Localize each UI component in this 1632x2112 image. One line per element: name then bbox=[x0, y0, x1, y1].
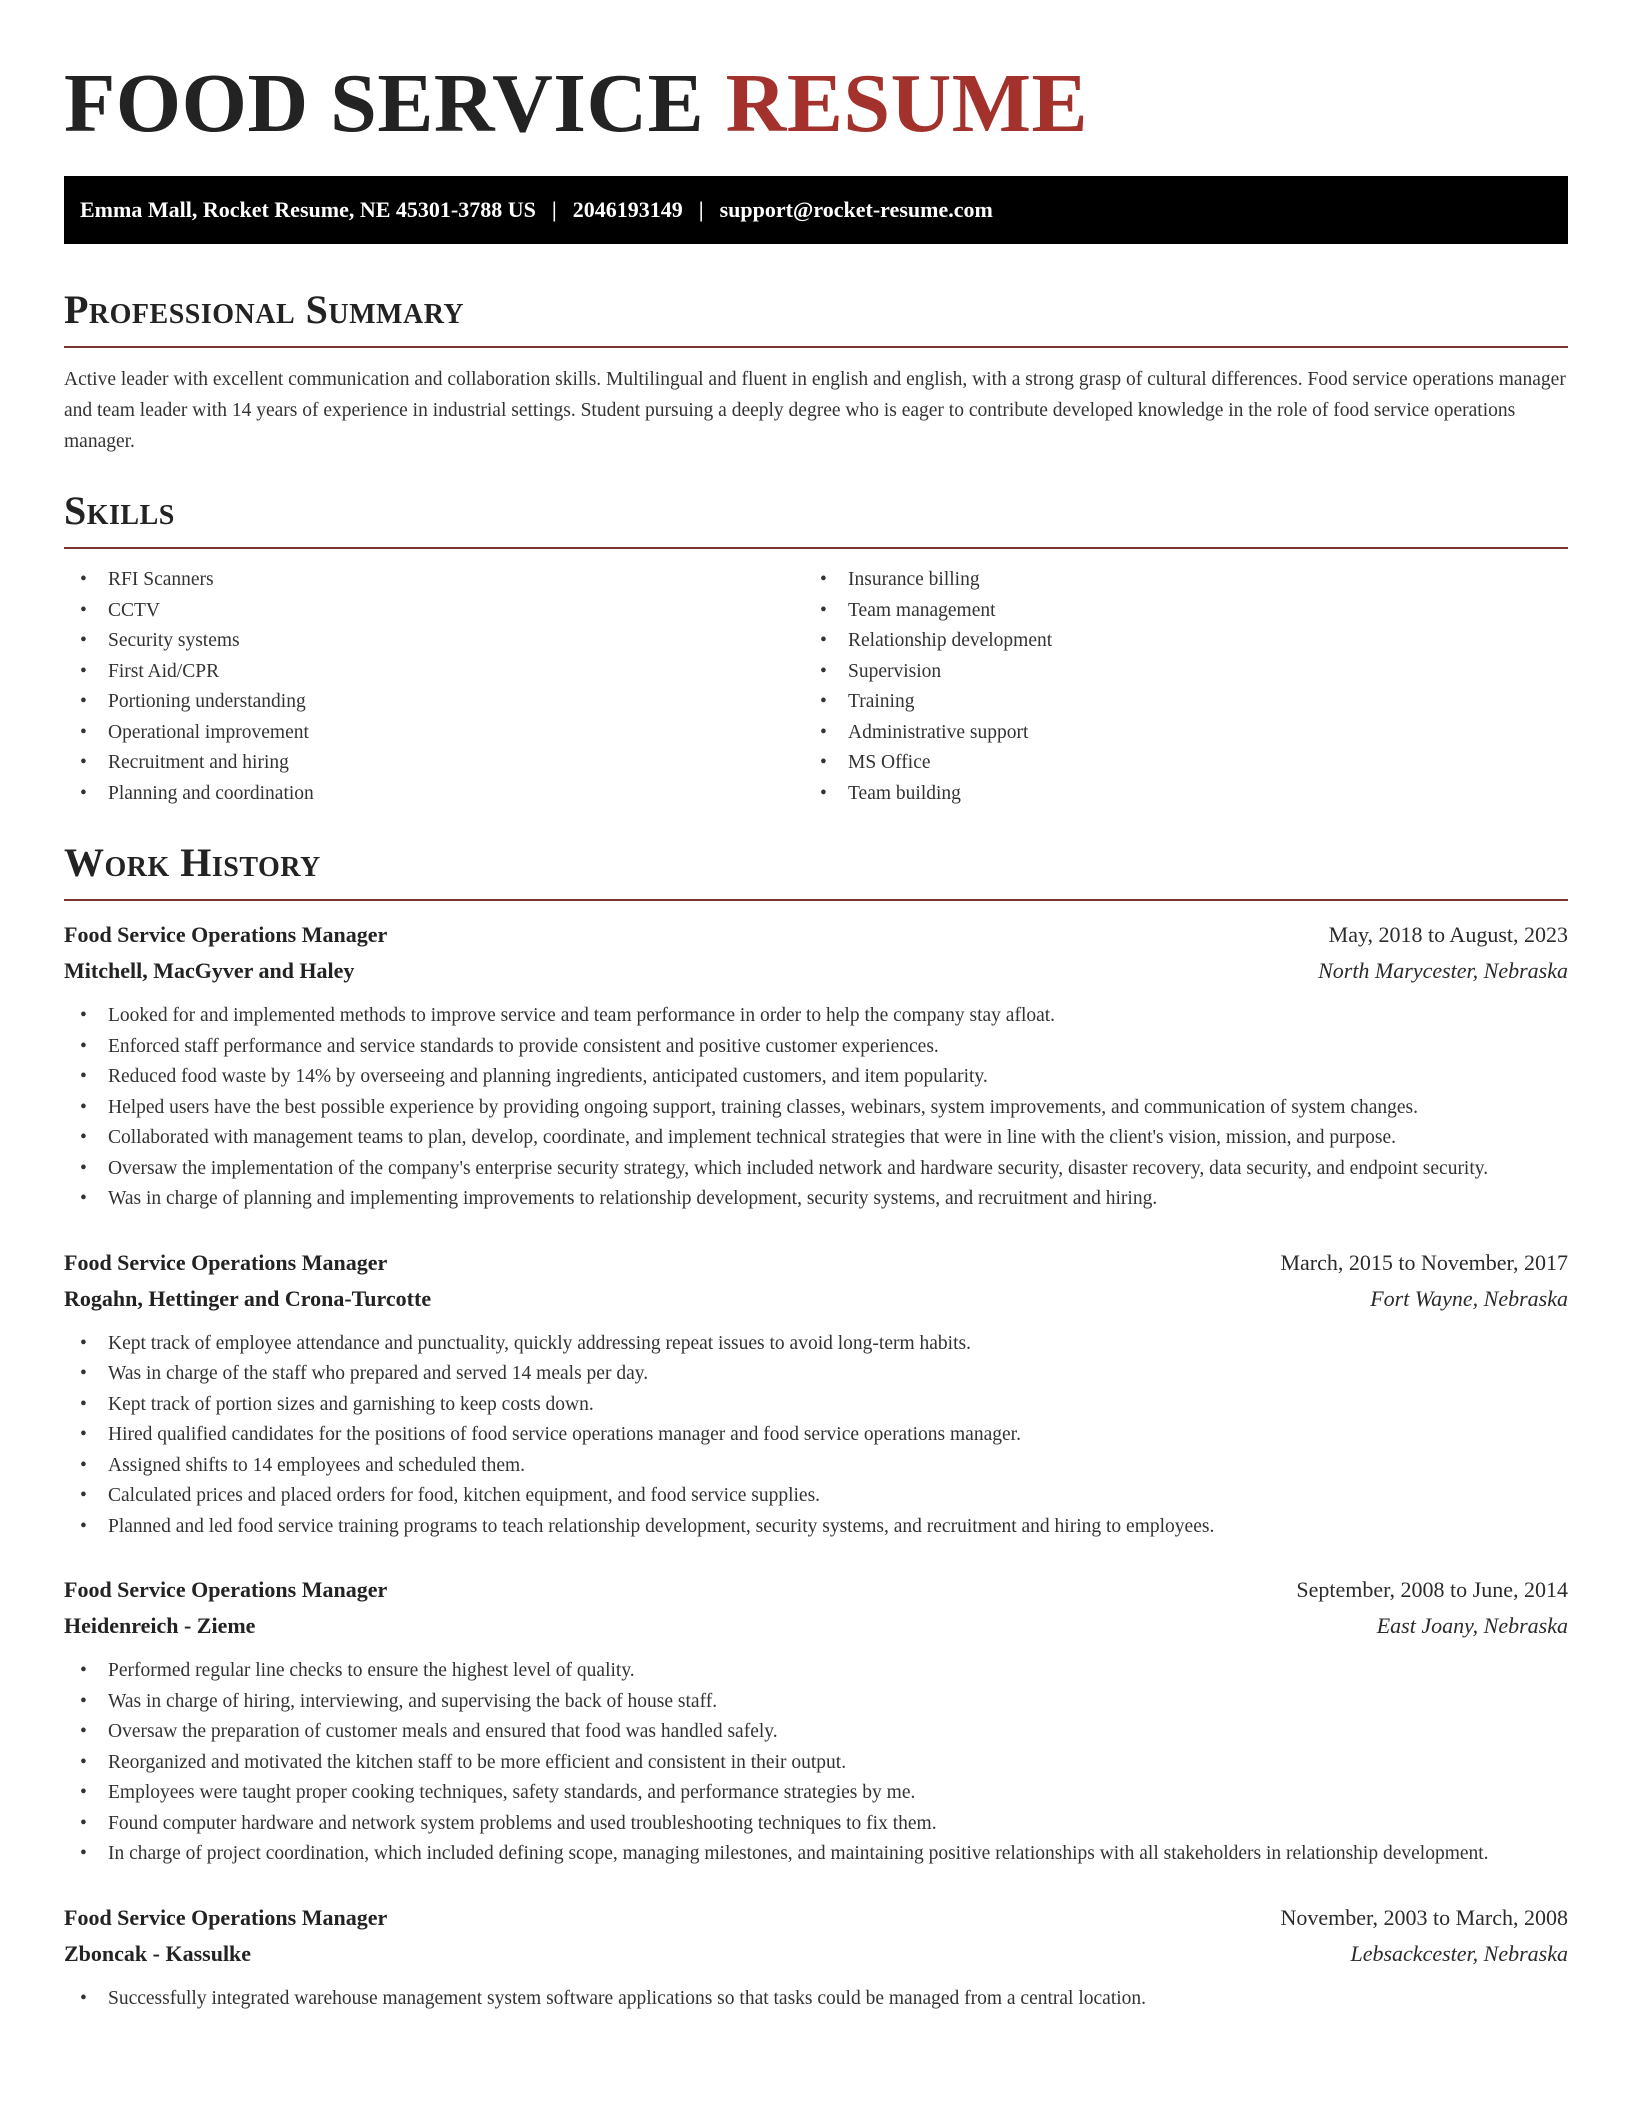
job-location: East Joany, Nebraska bbox=[1376, 1613, 1568, 1638]
work-history-section bbox=[64, 837, 1568, 2014]
skill-item: • Administrative support bbox=[804, 718, 1544, 749]
job-bullet: • Reduced food waste by 14% by overseeing and planning ingredients, anticipated customers, and item popularity. bbox=[64, 1062, 1568, 1093]
job-bullets bbox=[64, 1001, 1568, 1215]
skill-item: • Operational improvement bbox=[64, 718, 804, 749]
job-bullet: • Enforced staff performance and service standards to provide consistent and positive customer experiences. bbox=[64, 1032, 1568, 1063]
job-bullet: • Oversaw the implementation of the company's enterprise security strategy, which included network and hardware security, disaster recovery, data security, and endpoint security. bbox=[64, 1154, 1568, 1185]
job-title: Food Service Operations Manager bbox=[64, 1249, 388, 1275]
skill-item: • Recruitment and hiring bbox=[64, 748, 804, 779]
skill-item: • Supervision bbox=[804, 657, 1544, 688]
section-divider bbox=[64, 547, 1568, 549]
job-dates: September, 2008 to June, 2014 bbox=[1296, 1577, 1568, 1602]
job-location: Lebsackcester, Nebraska bbox=[1350, 1940, 1568, 1966]
job-bullet: • Reorganized and motivated the kitchen staff to be more efficient and consistent in their output. bbox=[64, 1748, 1568, 1779]
resume-title bbox=[64, 0, 1568, 154]
job-entry bbox=[64, 917, 1568, 1215]
job-bullet: • Found computer hardware and network system problems and used troubleshooting techniques to fix them. bbox=[64, 1809, 1568, 1840]
skill-item: • Team building bbox=[804, 779, 1544, 810]
work-history-heading: Work History bbox=[64, 840, 321, 885]
resume-page bbox=[64, 0, 1568, 2014]
job-title: Food Service Operations Manager bbox=[64, 1577, 388, 1602]
contact-email: support@rocket-resume.com bbox=[719, 197, 993, 222]
skill-item: • Training bbox=[804, 687, 1544, 718]
job-subheader bbox=[64, 1936, 1568, 1972]
job-company: Zboncak - Kassulke bbox=[64, 1940, 252, 1966]
skill-item: • Team management bbox=[804, 596, 1544, 627]
job-bullet: • Looked for and implemented methods to improve service and team performance in order to help the company stay afloat. bbox=[64, 1001, 1568, 1032]
summary-section bbox=[64, 284, 1568, 457]
section-divider bbox=[64, 899, 1568, 901]
job-bullet: • Performed regular line checks to ensure the highest level of quality. bbox=[64, 1656, 1568, 1687]
job-location: Fort Wayne, Nebraska bbox=[1370, 1285, 1568, 1311]
job-entry bbox=[64, 1245, 1568, 1543]
skill-item: • Relationship development bbox=[804, 626, 1544, 657]
contact-separator: | bbox=[698, 197, 704, 222]
job-header bbox=[64, 1900, 1568, 1936]
job-bullet: • Calculated prices and placed orders for food, kitchen equipment, and food service supplies. bbox=[64, 1481, 1568, 1512]
job-entry bbox=[64, 1900, 1568, 2015]
job-bullets bbox=[64, 1329, 1568, 1543]
skill-item: • RFI Scanners bbox=[64, 565, 804, 596]
job-bullet: • Helped users have the best possible experience by providing ongoing support, training classes, webinars, system improvements, and communication of system changes. bbox=[64, 1093, 1568, 1124]
skill-item: • Security systems bbox=[64, 626, 804, 657]
contact-phone: 2046193149 bbox=[572, 197, 683, 222]
contact-bar bbox=[64, 176, 1568, 244]
job-bullet: • Employees were taught proper cooking techniques, safety standards, and performance strategies by me. bbox=[64, 1778, 1568, 1809]
job-bullet: • Kept track of employee attendance and punctuality, quickly addressing repeat issues to avoid long-term habits. bbox=[64, 1329, 1568, 1360]
job-title: Food Service Operations Manager bbox=[64, 922, 388, 947]
skill-item: • CCTV bbox=[64, 596, 804, 627]
job-subheader bbox=[64, 953, 1568, 989]
job-bullet: • Assigned shifts to 14 employees and scheduled them. bbox=[64, 1451, 1568, 1482]
job-bullets bbox=[64, 1656, 1568, 1870]
summary-heading: Professional Summary bbox=[64, 287, 465, 332]
job-bullets bbox=[64, 1984, 1568, 2015]
contact-address: Emma Mall, Rocket Resume, NE 45301-3788 US bbox=[80, 197, 536, 222]
job-bullet: • Was in charge of planning and implementing improvements to relationship development, security systems, and recruitment and hiring. bbox=[64, 1184, 1568, 1215]
job-bullet: • Planned and led food service training programs to teach relationship development, security systems, and recruitment and hiring to employees. bbox=[64, 1512, 1568, 1543]
job-company: Rogahn, Hettinger and Crona-Turcotte bbox=[64, 1285, 432, 1311]
job-dates: May, 2018 to August, 2023 bbox=[1328, 922, 1568, 947]
summary-text: Active leader with excellent communication and collaboration skills. Multilingual and fluent in english and english, with a strong grasp of cultural differences. Food service operations manager and team leader with 14 years of experience in industrial settings. Student pursuing a deeply degree who is eager to contribute developed knowledge in the role of food service operations manager. bbox=[64, 369, 1566, 452]
job-bullet: • Oversaw the preparation of customer meals and ensured that food was handled safely. bbox=[64, 1717, 1568, 1748]
skill-item: • Portioning understanding bbox=[64, 687, 804, 718]
skill-item: • MS Office bbox=[804, 748, 1544, 779]
job-subheader bbox=[64, 1281, 1568, 1317]
job-title: Food Service Operations Manager bbox=[64, 1904, 388, 1930]
section-divider bbox=[64, 346, 1568, 348]
job-location: North Marycester, Nebraska bbox=[1318, 958, 1568, 983]
job-header bbox=[64, 1572, 1568, 1608]
skills-list-left bbox=[64, 565, 804, 809]
job-header bbox=[64, 1245, 1568, 1281]
job-dates: November, 2003 to March, 2008 bbox=[1280, 1904, 1568, 1930]
skill-item: • First Aid/CPR bbox=[64, 657, 804, 688]
job-bullet: • Collaborated with management teams to plan, develop, coordinate, and implement technical strategies that were in line with the client's vision, mission, and purpose. bbox=[64, 1123, 1568, 1154]
job-entry bbox=[64, 1572, 1568, 1870]
title-main: FOOD SERVICE bbox=[64, 57, 705, 150]
skill-item: • Planning and coordination bbox=[64, 779, 804, 810]
skills-section bbox=[64, 485, 1568, 809]
job-bullet: • In charge of project coordination, which included defining scope, managing milestones, and maintaining positive relationships with all stakeholders in relationship development. bbox=[64, 1839, 1568, 1870]
skills-columns bbox=[64, 565, 1568, 809]
job-header bbox=[64, 917, 1568, 953]
job-company: Heidenreich - Zieme bbox=[64, 1613, 256, 1638]
job-subheader bbox=[64, 1608, 1568, 1644]
job-bullet: • Kept track of portion sizes and garnishing to keep costs down. bbox=[64, 1390, 1568, 1421]
skills-list-right bbox=[804, 565, 1544, 809]
job-dates: March, 2015 to November, 2017 bbox=[1280, 1249, 1568, 1275]
skills-heading: Skills bbox=[64, 488, 175, 533]
job-bullet: • Hired qualified candidates for the positions of food service operations manager and food service operations manager. bbox=[64, 1420, 1568, 1451]
job-bullet: • Was in charge of the staff who prepared and served 14 meals per day. bbox=[64, 1359, 1568, 1390]
job-company: Mitchell, MacGyver and Haley bbox=[64, 958, 355, 983]
contact-separator: | bbox=[551, 197, 557, 222]
skill-item: • Insurance billing bbox=[804, 565, 1544, 596]
title-accent: RESUME bbox=[725, 57, 1089, 150]
job-bullet: • Successfully integrated warehouse management system software applications so that tasks could be managed from a central location. bbox=[64, 1984, 1568, 2015]
job-bullet: • Was in charge of hiring, interviewing, and supervising the back of house staff. bbox=[64, 1687, 1568, 1718]
